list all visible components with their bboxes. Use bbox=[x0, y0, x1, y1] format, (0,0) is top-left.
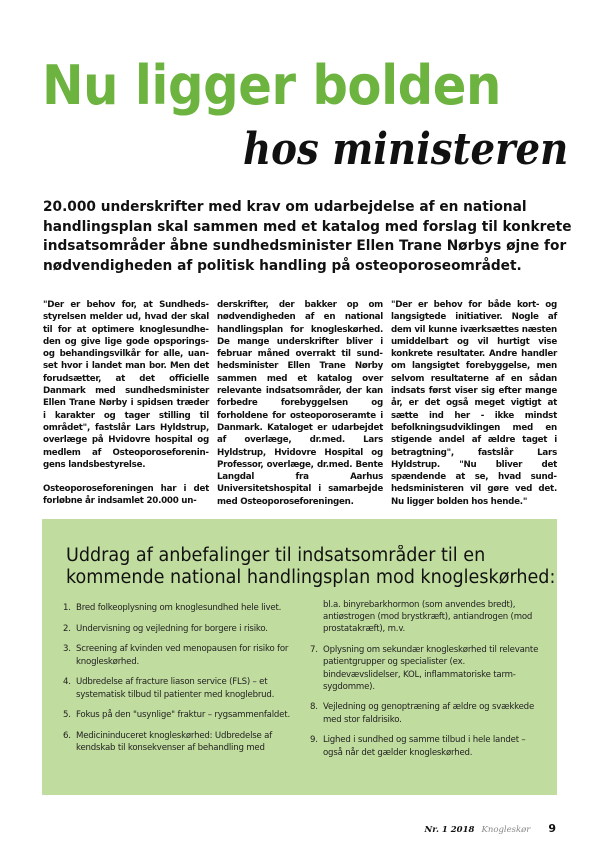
recommendation-text: Undervisning og vejledning for borgere i risiko. bbox=[76, 623, 268, 634]
article-paragraph: "Der er behov for, at Sundhedsstyrelsen melder ud, hvad der skal til for at optimere knoglesundheden og give lige gode opsporingsog behandingsvilkår for alle, uanset hvor i landet man bor. Men det forudsætter, at det officielle Danmark med sundhedsminister Ellen Trane Nørby i spidsen træder i karakter og tager stilling til området", fastslår Lars Hyldstrup, overlæge på Hvidovre hospital og medlem af Osteoporoseforeningens landsbestyrelse. bbox=[43, 300, 209, 470]
recommendation-text: Udbredelse af fracture liason service (FLS) – et systematisk tilbud til patienter med knoglebrud. bbox=[76, 677, 275, 700]
recommendation-item bbox=[63, 709, 295, 721]
recommendation-item bbox=[63, 623, 295, 635]
recommendation-item bbox=[63, 730, 295, 754]
recommendation-number: 7. bbox=[310, 645, 318, 656]
recommendation-text: Screening af kvinden ved menopausen for risiko for knogleskørhed. bbox=[76, 644, 289, 667]
article-column-1 bbox=[43, 299, 209, 508]
recommendation-number: 6. bbox=[63, 730, 71, 741]
recommendation-item bbox=[63, 602, 295, 614]
article-column-3 bbox=[391, 299, 557, 508]
recommendation-number: 5. bbox=[63, 710, 71, 721]
recommendation-text: Fokus på den "usynlige" fraktur – rygsammenfaldet. bbox=[76, 710, 290, 721]
article-paragraph: "Der er behov for både kort- og langsigtede initiativer. Nogle af dem vil kunne iværksættes næsten umiddelbart og vil hurtigt vise konkrete resultater. Andre handler om langsigtet forebyggelse, men selvom resultaterne af en sådan indsats først viser sig efter mange år, er det også meget vigtigt at sætte ind her - ikke mindst befolkningsudviklingen med en stigende andel af ældre taget i betragtning", fastslår Lars Hyldstrup. "Nu bliver det spændende at se, hvad sundhedsministeren vil gøre ved det. Nu ligger bolden hos hende." bbox=[391, 300, 557, 507]
recommendation-number: 8. bbox=[310, 702, 318, 713]
recommendations-list-left bbox=[63, 602, 295, 763]
footer-issue-info bbox=[425, 817, 531, 836]
recommendations-title-line: kommende national handlingsplan mod knogleskørhed: bbox=[66, 567, 556, 588]
recommendation-text: Lighed i sundhed og samme tilbud i hele landet – også når det gælder knogleskørhed. bbox=[323, 735, 526, 758]
recommendation-number: 2. bbox=[63, 623, 71, 634]
recommendation-text: Oplysning om sekundær knogleskørhed til relevante patientgrupper og specialister (ex. bindevævslidelser, KOL, inflammatoriske tarmsygdomme). bbox=[323, 645, 539, 692]
lead-line: indsatsområder åbne sundhedsminister Ellen Trane Nørbys øjne for bbox=[43, 237, 567, 255]
recommendations-title-line: Uddrag af anbefalinger til indsatsområder til en bbox=[66, 545, 486, 566]
headline-main: Nu ligger bolden bbox=[42, 54, 501, 117]
recommendation-item bbox=[310, 644, 542, 693]
recommendations-box bbox=[42, 519, 557, 795]
page-number: 9 bbox=[548, 822, 556, 835]
footer-issue: Nr. 1 2018 bbox=[424, 825, 475, 835]
lead-line: handlingsplan skal sammen med et katalog med forslag til konkrete bbox=[43, 217, 572, 235]
footer-magazine-name: Knogleskør bbox=[481, 825, 531, 835]
recommendation-item bbox=[63, 643, 295, 667]
headline-sub: hos ministeren bbox=[243, 124, 569, 175]
recommendation-number: 9. bbox=[310, 735, 318, 746]
recommendation-item bbox=[310, 701, 542, 725]
lead-line: nødvendigheden af politisk handling på osteoporoseområdet. bbox=[43, 256, 522, 274]
recommendation-text: Vejledning og genoptræning af ældre og svækkede med stor faldrisiko. bbox=[323, 702, 535, 725]
recommendation-number: 4. bbox=[63, 677, 71, 688]
recommendation-item bbox=[310, 734, 542, 758]
lead-paragraph bbox=[43, 197, 572, 275]
recommendation-text: Medicininduceret knogleskørhed: Udbredelse af kendskab til konsekvenser af behandling med bbox=[76, 730, 273, 754]
recommendations-title bbox=[66, 545, 556, 589]
recommendation-continuation: bl.a. binyrebarkhormon (som anvendes bredt), antiøstrogen (mod brystkræft), antiandrogen (mod prostatakræft), m.v. bbox=[323, 600, 533, 635]
recommendations-list-right bbox=[310, 599, 542, 767]
article-body bbox=[43, 299, 557, 508]
article-paragraph: Osteoporoseforeningen har i det forløbne år indsamlet 20.000 un- bbox=[43, 484, 209, 507]
recommendation-item bbox=[63, 676, 295, 700]
page-footer bbox=[425, 817, 557, 836]
lead-line: 20.000 underskrifter med krav om udarbejdelse af en national bbox=[43, 198, 527, 215]
article-column-2 bbox=[217, 299, 383, 508]
recommendation-number: 1. bbox=[63, 603, 71, 613]
recommendation-text: Bred folkeoplysning om knoglesundhed hele livet. bbox=[76, 603, 282, 613]
recommendation-number: 3. bbox=[63, 644, 71, 655]
article-paragraph: derskrifter, der bakker op om nødvendigheden af en national handlingsplan for knogleskørhed. De mange underskrifter bliver i februar måned overrakt til sundhedsminister Ellen Trane Nørby sammen med et katalog over relevante indsatsområder, der kan forbedre forebyggelsen og forholdene for osteoporoseramte i Danmark. Kataloget er udarbejdet af overlæge, dr.med. Lars Hyldstrup, Hvidovre Hospital og Professor, overlæge, dr.med. Bente Langdal fra Aarhus Universitetshospital i samarbejde med Osteoporoseforeningen. bbox=[217, 300, 383, 507]
